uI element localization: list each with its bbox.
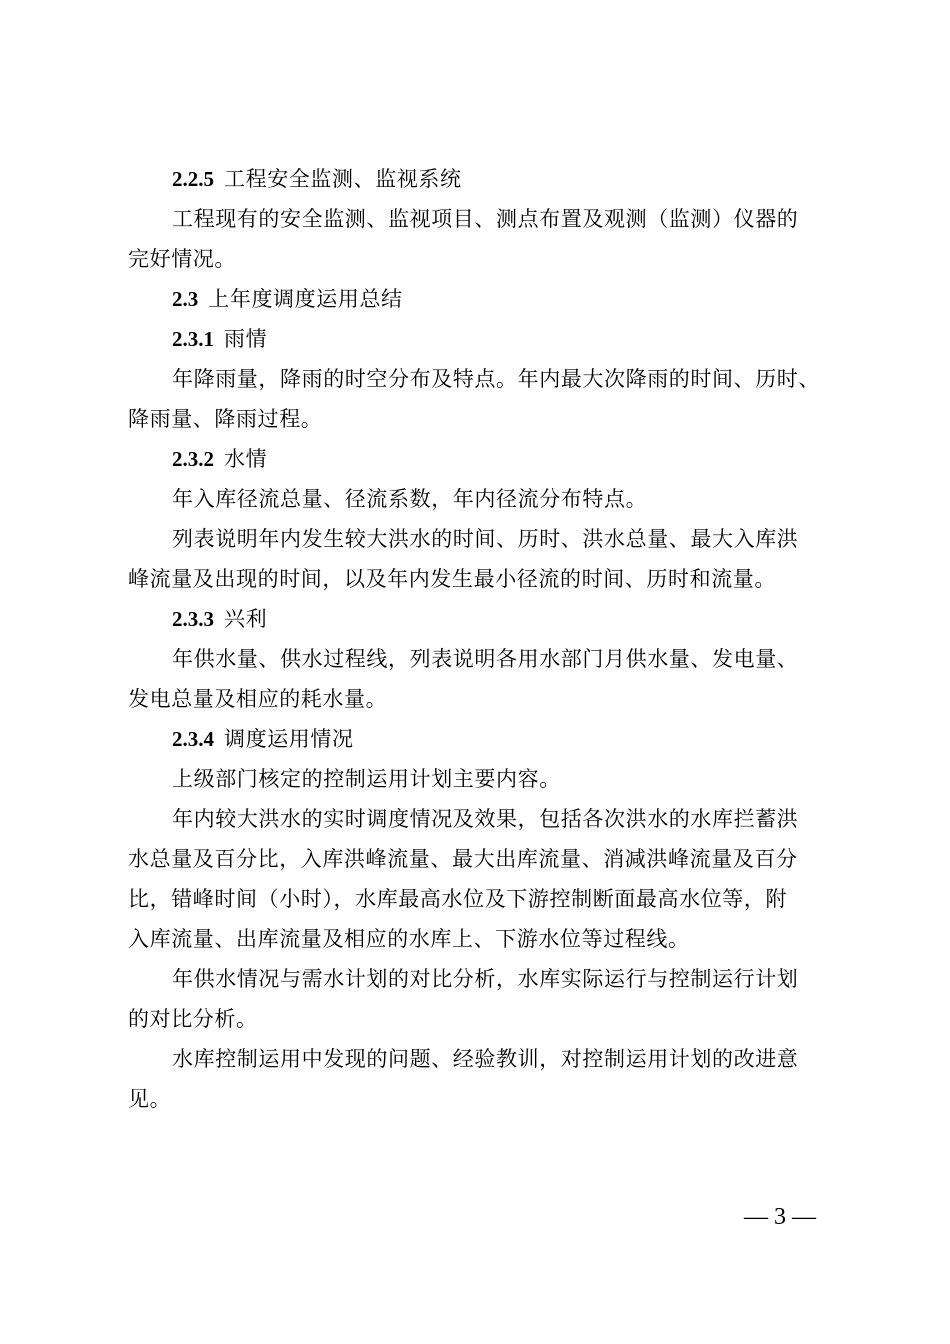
paragraph-line: 见。: [128, 1087, 172, 1111]
paragraph-line: 年降雨量，降雨的时空分布及特点。年内最大次降雨的时间、历时、: [172, 367, 820, 391]
paragraph-line: 上级部门核定的控制运用计划主要内容。: [172, 767, 561, 791]
section-title: 雨情: [224, 327, 268, 351]
section-title: 兴利: [224, 607, 268, 631]
section-number: 2.3: [172, 287, 199, 311]
section-title: 水情: [224, 447, 268, 471]
section-heading-2-3-4: [172, 725, 354, 753]
paragraph-line: 入库流量、出库流量及相应的水库上、下游水位等过程线。: [128, 927, 690, 951]
paragraph-line: 发电总量及相应的耗水量。: [128, 687, 388, 711]
paragraph-line: 比，错峰时间（小时），水库最高水位及下游控制断面最高水位等，附: [128, 887, 788, 911]
paragraph-line: 列表说明年内发生较大洪水的时间、历时、洪水总量、最大入库洪: [172, 527, 799, 551]
section-heading-2-3-2: [172, 445, 267, 473]
paragraph-line: 水总量及百分比，入库洪峰流量、最大出库流量、消减洪峰流量及百分: [128, 847, 798, 871]
paragraph-line: 年入库径流总量、径流系数，年内径流分布特点。: [172, 487, 648, 511]
section-title: 上年度调度运用总结: [208, 287, 403, 311]
section-heading-2-3-1: [172, 325, 267, 353]
paragraph-line: 年供水情况与需水计划的对比分析，水库实际运行与控制运行计划: [172, 967, 799, 991]
section-number: 2.3.2: [172, 447, 214, 471]
paragraph-line: 年供水量、供水过程线，列表说明各用水部门月供水量、发电量、: [172, 647, 799, 671]
paragraph-line: 降雨量、降雨过程。: [128, 407, 323, 431]
section-heading-2-3-3: [172, 605, 267, 633]
section-number: 2.2.5: [172, 167, 214, 191]
paragraph-line: 工程现有的安全监测、监视项目、测点布置及观测（监测）仪器的: [172, 207, 799, 231]
section-title: 调度运用情况: [224, 727, 354, 751]
paragraph-line: 完好情况。: [128, 247, 236, 271]
section-heading-2-3: [172, 285, 403, 313]
section-title: 工程安全监测、监视系统: [224, 167, 462, 191]
page-number: — 3 —: [744, 1204, 816, 1230]
paragraph-line: 峰流量及出现的时间，以及年内发生最小径流的时间、历时和流量。: [128, 567, 776, 591]
section-heading-2-2-5: [172, 165, 462, 193]
section-number: 2.3.3: [172, 607, 214, 631]
section-number: 2.3.1: [172, 327, 214, 351]
paragraph-line: 水库控制运用中发现的问题、经验教训，对控制运用计划的改进意: [172, 1047, 799, 1071]
section-number: 2.3.4: [172, 727, 214, 751]
paragraph-line: 的对比分析。: [128, 1007, 258, 1031]
paragraph-line: 年内较大洪水的实时调度情况及效果，包括各次洪水的水库拦蓄洪: [172, 807, 799, 831]
